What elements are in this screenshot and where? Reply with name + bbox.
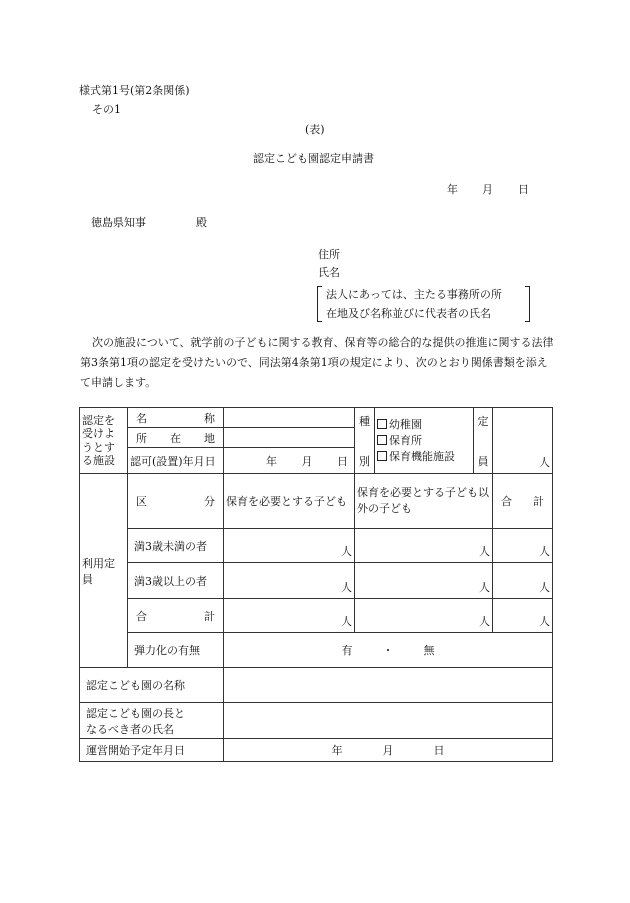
corporation-note-line: 法人にあっては、主たる事務所の所 xyxy=(326,288,502,301)
application-form-table xyxy=(79,407,553,762)
table-row xyxy=(80,633,553,668)
enrollment-section-label: 利用定員 xyxy=(80,474,128,668)
capacity-field[interactable]: 人 xyxy=(493,408,553,474)
facility-name-field[interactable] xyxy=(224,408,355,428)
facility-type-label: 種 別 xyxy=(355,408,375,474)
cell-under-3-total[interactable]: 人 xyxy=(493,529,553,563)
checkbox-icon xyxy=(377,451,387,461)
approval-date-field[interactable]: 年 月 日 xyxy=(224,448,355,474)
column-need-care: 保育を必要とする子ども xyxy=(224,474,355,529)
table-row xyxy=(80,408,553,428)
facility-address-label: 所 在 地 xyxy=(128,428,224,448)
row-label-under-3: 満3歳未満の者 xyxy=(128,529,224,563)
cell-3-over-need-care[interactable]: 人 xyxy=(224,563,355,599)
center-name-label: 認定こども園の名称 xyxy=(80,668,224,703)
date-month-label: 月 xyxy=(482,183,493,196)
checkbox-icon xyxy=(377,435,387,445)
corporation-note-line: 在地及び名称並びに代表者の氏名 xyxy=(326,307,491,320)
start-date-label: 運営開始予定年月日 xyxy=(80,739,224,762)
facility-address-field[interactable] xyxy=(224,428,355,448)
table-row xyxy=(80,703,553,739)
start-date-field[interactable]: 年 月 日 xyxy=(224,739,553,762)
table-row xyxy=(80,599,553,633)
table-row xyxy=(80,474,553,529)
form-number: 様式第1号(第2条関係) xyxy=(79,84,190,97)
cell-under-3-other[interactable]: 人 xyxy=(355,529,493,563)
form-side-label: (表) xyxy=(305,123,325,136)
cell-under-3-need-care[interactable]: 人 xyxy=(224,529,355,563)
flexibility-field[interactable]: 有 ・ 無 xyxy=(224,633,553,668)
addressee-honorific: 殿 xyxy=(196,216,207,229)
facility-type-childcare-facility[interactable]: 保育機能施設 xyxy=(377,449,471,465)
table-row xyxy=(80,563,553,599)
addressee-governor: 徳島県知事 xyxy=(91,216,146,229)
row-label-3-and-over: 満3歳以上の者 xyxy=(128,563,224,599)
table-row xyxy=(80,529,553,563)
row-label-total: 合 計 xyxy=(128,599,224,633)
capacity-label: 定 員 xyxy=(474,408,493,474)
corporation-note-text xyxy=(326,285,502,323)
director-name-field[interactable] xyxy=(224,703,553,739)
cell-total-other[interactable]: 人 xyxy=(355,599,493,633)
cell-3-over-total[interactable]: 人 xyxy=(493,563,553,599)
checkbox-icon xyxy=(377,419,387,429)
applicant-address-label: 住所 xyxy=(318,248,340,261)
corporation-note xyxy=(317,285,530,323)
page-title: 認定こども園認定申請書 xyxy=(253,152,374,165)
cell-total-total[interactable]: 人 xyxy=(493,599,553,633)
approval-date-label: 認可(設置)年月日 xyxy=(128,448,224,474)
director-name-label: 認定こども園の長と なるべき者の氏名 xyxy=(80,703,224,739)
date-day-label: 日 xyxy=(518,183,529,196)
cell-3-over-other[interactable]: 人 xyxy=(355,563,493,599)
flexibility-label: 弾力化の有無 xyxy=(128,633,224,668)
facility-type-kindergarten[interactable]: 幼稚園 xyxy=(377,417,471,433)
center-name-field[interactable] xyxy=(224,668,553,703)
right-bracket xyxy=(525,286,530,322)
cell-total-need-care[interactable]: 人 xyxy=(224,599,355,633)
column-total: 合 計 xyxy=(493,474,553,529)
facility-name-label: 名 称 xyxy=(128,408,224,428)
left-bracket xyxy=(317,286,322,322)
facility-section-label: 認定を受けようとする施設 xyxy=(80,408,128,474)
application-statement: 次の施設について、就学前の子どもに関する教育、保育等の総合的な提供の推進に関する法律第3条第1項の認定を受けたいので、同法第4条第1項の規定により、次のとおり関係書類を添えて申請します。 xyxy=(80,336,554,389)
form-sub-number: その1 xyxy=(92,103,121,116)
table-row xyxy=(80,668,553,703)
column-other-children: 保育を必要とする子ども以外の子ども xyxy=(355,474,493,529)
facility-type-nursery[interactable]: 保育所 xyxy=(377,433,471,449)
applicant-name-label: 氏名 xyxy=(318,266,340,279)
division-label: 区 分 xyxy=(128,474,224,529)
date-year-label: 年 xyxy=(447,183,458,196)
facility-type-options xyxy=(375,408,474,474)
table-row xyxy=(80,739,553,762)
